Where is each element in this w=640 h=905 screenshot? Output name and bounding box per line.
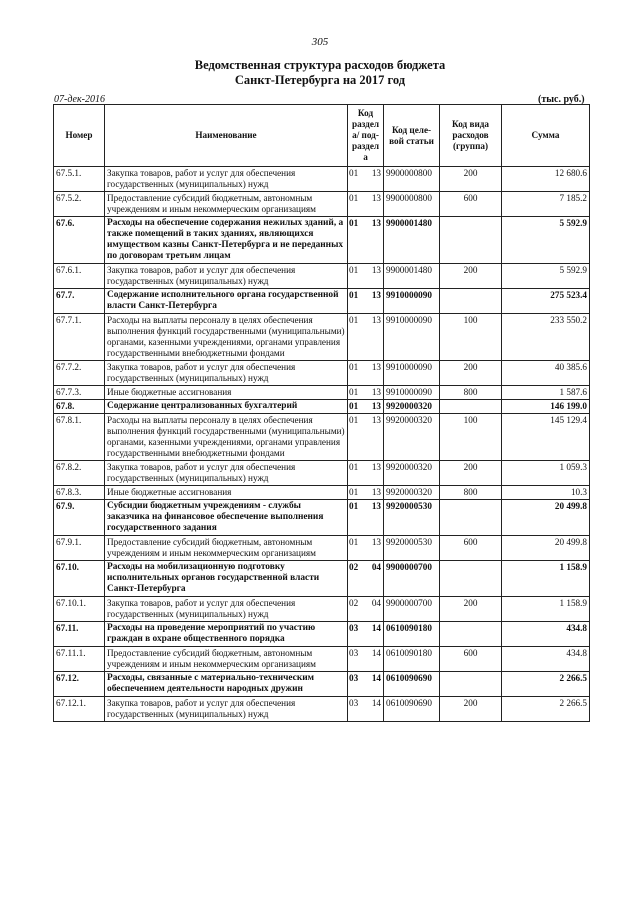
row-expense-group [440,622,502,647]
row-section: 01 [348,192,366,217]
row-target-code: 9910000090 [384,386,440,400]
row-amount: 1 059.3 [502,461,590,486]
row-name: Иные бюджетные ассигнования [105,486,348,500]
row-name: Закупка товаров, работ и услуг для обеспечения государственных (муниципальных) нужд [105,167,348,192]
row-section: 01 [348,461,366,486]
table-row [54,536,590,561]
budget-table [53,104,590,722]
row-target-code: 9920000530 [384,500,440,536]
row-number: 67.5.1. [54,167,105,192]
row-target-code: 9920000530 [384,536,440,561]
row-target-code: 9910000090 [384,289,440,314]
row-expense-group: 200 [440,597,502,622]
row-subsection: 13 [366,500,384,536]
row-subsection: 13 [366,361,384,386]
row-target-code: 9920000320 [384,414,440,461]
row-name: Содержание централизованных бухгалтерий [105,400,348,414]
row-number: 67.7.2. [54,361,105,386]
row-name: Закупка товаров, работ и услуг для обеспечения государственных (муниципальных) нужд [105,597,348,622]
row-number: 67.8. [54,400,105,414]
row-expense-group: 200 [440,697,502,722]
row-subsection: 13 [366,289,384,314]
header-target: Код целе- вой статьи [384,105,440,167]
row-name: Иные бюджетные ассигнования [105,386,348,400]
row-expense-group: 600 [440,647,502,672]
row-expense-group: 800 [440,486,502,500]
row-amount: 40 385.6 [502,361,590,386]
table-row [54,314,590,361]
row-subsection: 13 [366,264,384,289]
row-name: Расходы на выплаты персоналу в целях обеспечения выполнения функций государственными (муниципальными) органами, казенными учреждениями, органами управления государственными внебюджетными фондами [105,414,348,461]
title-line-2: Санкт-Петербурга на 2017 год [234,73,406,87]
table-row [54,697,590,722]
row-subsection: 13 [366,217,384,264]
row-amount: 275 523.4 [502,289,590,314]
row-target-code: 9900000800 [384,167,440,192]
row-expense-group: 200 [440,167,502,192]
row-number: 67.8.1. [54,414,105,461]
row-expense-group [440,217,502,264]
row-target-code: 9910000090 [384,361,440,386]
row-amount: 5 592.9 [502,217,590,264]
table-row [54,167,590,192]
row-subsection: 04 [366,597,384,622]
row-section: 03 [348,697,366,722]
row-expense-group: 200 [440,461,502,486]
table-row [54,400,590,414]
row-name: Закупка товаров, работ и услуг для обеспечения государственных (муниципальных) нужд [105,264,348,289]
header-amount: Сумма [502,105,590,167]
row-number: 67.10. [54,561,105,597]
row-amount: 12 680.6 [502,167,590,192]
table-row [54,647,590,672]
row-expense-group: 600 [440,192,502,217]
table-row [54,500,590,536]
row-subsection: 04 [366,561,384,597]
row-subsection: 13 [366,536,384,561]
row-subsection: 13 [366,192,384,217]
row-expense-group: 600 [440,536,502,561]
row-number: 67.8.2. [54,461,105,486]
row-section: 01 [348,536,366,561]
row-expense-group [440,500,502,536]
row-amount: 7 185.2 [502,192,590,217]
units-label: (тыс. руб.) [538,94,585,105]
row-expense-group [440,289,502,314]
table-row [54,622,590,647]
row-target-code: 9900001480 [384,264,440,289]
row-target-code: 0610090180 [384,622,440,647]
row-expense-group: 100 [440,414,502,461]
header-name: Наименование [105,105,348,167]
row-name: Закупка товаров, работ и услуг для обеспечения государственных (муниципальных) нужд [105,697,348,722]
table-row [54,414,590,461]
table-row [54,486,590,500]
row-subsection: 14 [366,622,384,647]
row-amount: 434.8 [502,622,590,647]
row-section: 02 [348,561,366,597]
row-expense-group: 800 [440,386,502,400]
row-amount: 20 499.8 [502,536,590,561]
row-amount: 145 129.4 [502,414,590,461]
row-name: Расходы на обеспечение содержания нежилых зданий, а также помещений в таких зданиях, являющихся имуществом казны Санкт-Петербурга и не переданных по договорам третьим лицам [105,217,348,264]
header-section: Код раздела/ под- раздела [348,105,384,167]
row-section: 01 [348,167,366,192]
row-number: 67.7. [54,289,105,314]
row-target-code: 9910000090 [384,314,440,361]
row-section: 02 [348,597,366,622]
row-name: Закупка товаров, работ и услуг для обеспечения государственных (муниципальных) нужд [105,361,348,386]
row-subsection: 13 [366,167,384,192]
row-name: Закупка товаров, работ и услуг для обеспечения государственных (муниципальных) нужд [105,461,348,486]
row-number: 67.9. [54,500,105,536]
row-target-code: 9900001480 [384,217,440,264]
row-section: 03 [348,622,366,647]
row-number: 67.9.1. [54,536,105,561]
row-name: Субсидии бюджетным учреждениям - службы заказчика на финансовое обеспечение выполнения государственного задания [105,500,348,536]
row-target-code: 0610090690 [384,697,440,722]
row-number: 67.12.1. [54,697,105,722]
row-name: Содержание исполнительного органа государственной власти Санкт-Петербурга [105,289,348,314]
document-date: 07-дек-2016 [54,94,105,105]
row-amount: 434.8 [502,647,590,672]
page-number: 305 [311,36,329,48]
row-amount: 10.3 [502,486,590,500]
row-number: 67.7.3. [54,386,105,400]
row-expense-group [440,672,502,697]
row-number: 67.11.1. [54,647,105,672]
row-number: 67.5.2. [54,192,105,217]
row-target-code: 0610090690 [384,672,440,697]
row-subsection: 14 [366,672,384,697]
row-subsection: 13 [366,400,384,414]
row-amount: 5 592.9 [502,264,590,289]
row-expense-group [440,400,502,414]
row-number: 67.7.1. [54,314,105,361]
row-name: Предоставление субсидий бюджетным, автономным учреждениям и иным некоммерческим организациям [105,536,348,561]
row-name: Расходы на выплаты персоналу в целях обеспечения выполнения функций государственными (муниципальными) органами, казенными учреждениями, органами управления государственными внебюджетными фондами [105,314,348,361]
row-subsection: 14 [366,647,384,672]
row-subsection: 14 [366,697,384,722]
row-number: 67.12. [54,672,105,697]
document-title [0,58,640,88]
row-section: 01 [348,414,366,461]
row-section: 01 [348,400,366,414]
table-row [54,217,590,264]
row-subsection: 13 [366,386,384,400]
row-section: 03 [348,647,366,672]
row-section: 01 [348,264,366,289]
row-amount: 1 158.9 [502,597,590,622]
row-subsection: 13 [366,414,384,461]
row-section: 01 [348,386,366,400]
row-subsection: 13 [366,461,384,486]
row-number: 67.6.1. [54,264,105,289]
table-row [54,289,590,314]
table-row [54,672,590,697]
row-expense-group: 100 [440,314,502,361]
table-row [54,361,590,386]
row-target-code: 9900000700 [384,597,440,622]
row-amount: 1 158.9 [502,561,590,597]
row-amount: 233 550.2 [502,314,590,361]
table-row [54,461,590,486]
row-subsection: 13 [366,486,384,500]
row-name: Расходы на мобилизационную подготовку исполнительных органов государственной власти Санкт-Петербурга [105,561,348,597]
title-line-1: Ведомственная структура расходов бюджета [194,58,446,72]
row-section: 01 [348,500,366,536]
row-target-code: 9920000320 [384,486,440,500]
row-section: 01 [348,217,366,264]
row-expense-group: 200 [440,361,502,386]
row-section: 01 [348,486,366,500]
row-section: 01 [348,361,366,386]
table-row [54,597,590,622]
header-number: Номер [54,105,105,167]
row-name: Предоставление субсидий бюджетным, автономным учреждениям и иным некоммерческим организациям [105,192,348,217]
row-number: 67.6. [54,217,105,264]
row-target-code: 0610090180 [384,647,440,672]
row-amount: 20 499.8 [502,500,590,536]
row-expense-group: 200 [440,264,502,289]
row-name: Предоставление субсидий бюджетным, автономным учреждениям и иным некоммерческим организациям [105,647,348,672]
table-row [54,386,590,400]
row-section: 01 [348,289,366,314]
row-number: 67.10.1. [54,597,105,622]
header-expense-type: Код вида расходов (группа) [440,105,502,167]
table-row [54,264,590,289]
row-expense-group [440,561,502,597]
row-amount: 2 266.5 [502,672,590,697]
row-amount: 146 199.0 [502,400,590,414]
row-name: Расходы, связанные с материально-техническим обеспечением деятельности народных дружин [105,672,348,697]
row-subsection: 13 [366,314,384,361]
row-amount: 1 587.6 [502,386,590,400]
row-target-code: 9920000320 [384,461,440,486]
row-amount: 2 266.5 [502,697,590,722]
row-section: 03 [348,672,366,697]
row-number: 67.8.3. [54,486,105,500]
row-target-code: 9900000800 [384,192,440,217]
table-row [54,192,590,217]
row-number: 67.11. [54,622,105,647]
row-name: Расходы на проведение мероприятий по участию граждан в охране общественного порядка [105,622,348,647]
table-row [54,561,590,597]
row-target-code: 9920000320 [384,400,440,414]
row-section: 01 [348,314,366,361]
row-target-code: 9900000700 [384,561,440,597]
table-header-row [54,105,590,167]
